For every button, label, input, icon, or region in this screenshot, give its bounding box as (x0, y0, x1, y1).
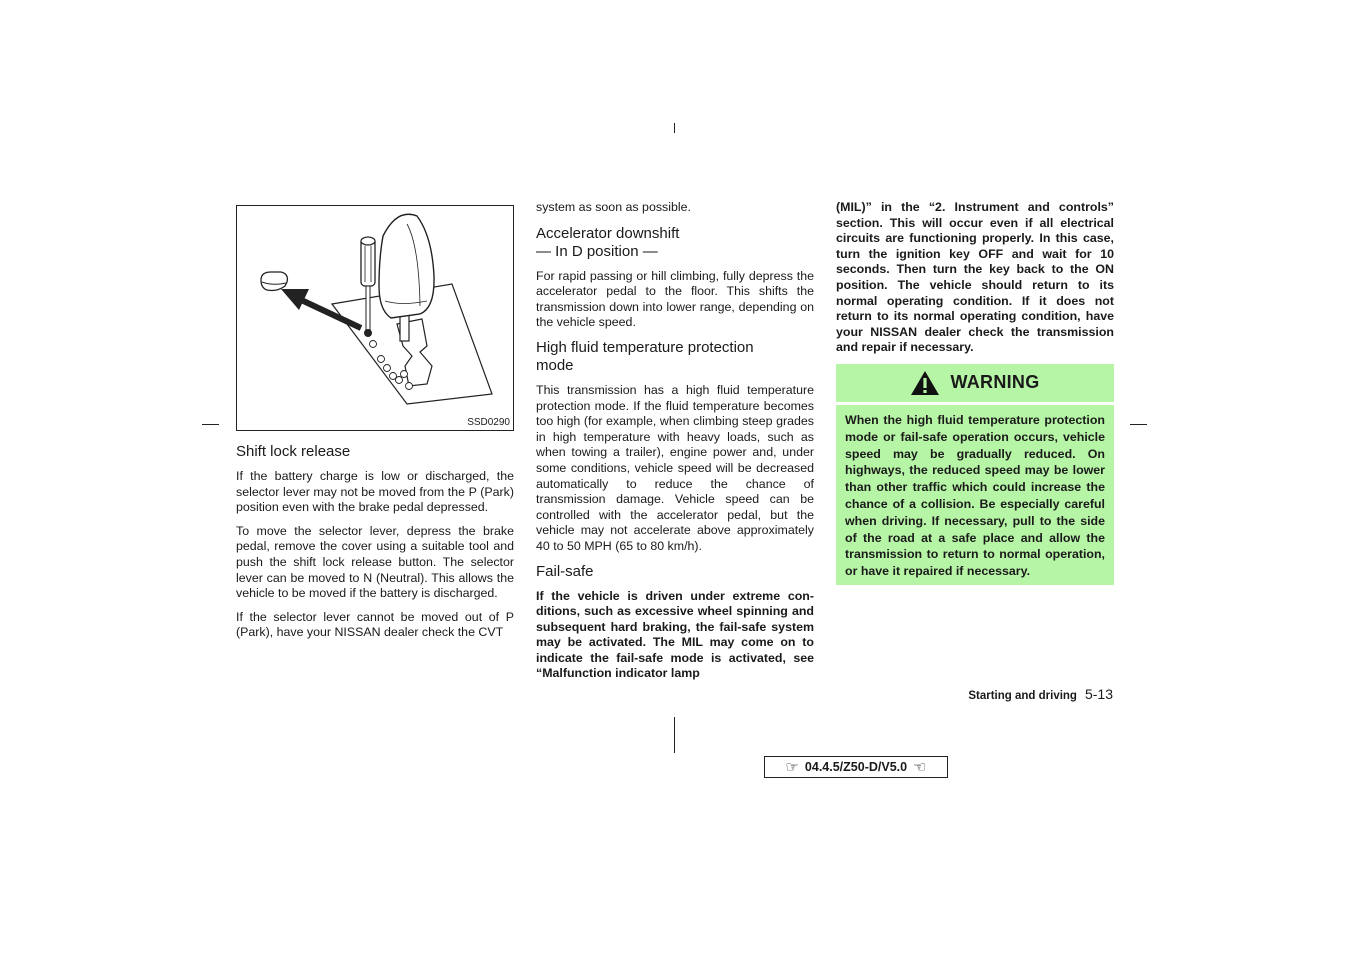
heading-fail-safe: Fail-safe (536, 562, 594, 580)
heading-shift-lock-release: Shift lock release (236, 443, 351, 460)
column-3 (836, 200, 1114, 585)
heading-line: Accelerator downshift (536, 224, 680, 242)
warning-header (836, 364, 1114, 402)
paragraph: If the battery charge is low or discharged, the selector lever may not be moved from the P (Park) position even with the brake pedal depressed. (236, 469, 514, 515)
pointing-hand-right-icon: ☞ (785, 758, 799, 776)
column-2 (536, 200, 814, 690)
crop-mark-left (202, 424, 219, 425)
heading-accelerator-downshift (536, 225, 814, 261)
page-number: 5-13 (1084, 686, 1113, 702)
shift-lock-figure (236, 205, 514, 431)
column-1 (236, 200, 514, 649)
shift-lock-illustration (237, 206, 513, 430)
pointing-hand-left-icon: ☜ (913, 758, 927, 776)
crop-mark-top (674, 123, 675, 133)
page-footer (968, 686, 1113, 702)
paragraph: system as soon as possible. (536, 200, 691, 214)
paragraph: This transmission has a high fluid temperature protection mode. If the fluid temperature becomes too high (for example, when climbing steep grades in high temperature with heavy loads, such as when towing a trailer), engine power and, under some conditions, vehicle speed will be decreased automatically to reduce the chance of transmission damage. Vehicle speed can be controlled with the accelerator pedal, but the vehicle may not accelerate above approximately 40 to 50 MPH (65 to 80 km/h). (536, 382, 814, 553)
paragraph-bold: If the vehicle is driven under extreme conditions, such as excessive wheel spinning and subsequent hard braking, the fail-safe system may be activated. The MIL may come on to indicate the fail-safe mode is activated, see “Malfunction indicator lamp (536, 588, 814, 681)
paragraph: For rapid passing or hill climbing, fully depress the accelerator pedal to the floor. This shifts the transmission down into lower range, depending on the vehicle speed. (536, 268, 814, 330)
document-code: 04.4.5/Z50-D/V5.0 (804, 760, 908, 774)
warning-title: WARNING (950, 372, 1040, 393)
paragraph: If the selector lever cannot be moved out of P (Park), have your NISSAN dealer check the CVT (236, 609, 514, 640)
heading-line: — In D position — (536, 242, 658, 260)
paragraph: To move the selector lever, depress the brake pedal, remove the cover using a suitable tool and push the shift lock release button. The selector lever can be moved to N (Neutral). This allows the vehicle to be moved if the battery is discharged. (236, 523, 514, 601)
figure-label: SSD0290 (467, 417, 510, 428)
footer-section-title: Starting and driving (968, 690, 1077, 702)
crop-mark-bottom (674, 717, 675, 753)
heading-high-fluid-temperature: High fluid temperature protection mode (536, 338, 754, 374)
warning-triangle-icon (910, 370, 940, 396)
crop-mark-right (1130, 424, 1147, 425)
warning-body: When the high fluid temperature protection mode or fail-safe operation occurs, vehicle speed may be gradually reduced. On highways, the reduced speed may be lower than other traffic which could increase the chance of a collision. Be especially careful when driving. If necessary, pull to the side of the road at a safe place and allow the transmission to return to normal operation, or have it repaired if necessary. (836, 405, 1114, 585)
paragraph-bold: (MIL)” in the “2. Instrument and controls” section. This will occur even if all electrical circuits are functioning properly. In this case, turn the ignition key OFF and wait for 10 seconds. Then turn the key back to the ON position. The vehicle should return to its normal operating condition. If it does not return to its normal operating condition, have your NISSAN dealer check the transmission and repair if necessary. (836, 200, 1114, 355)
document-code-box (764, 756, 948, 778)
